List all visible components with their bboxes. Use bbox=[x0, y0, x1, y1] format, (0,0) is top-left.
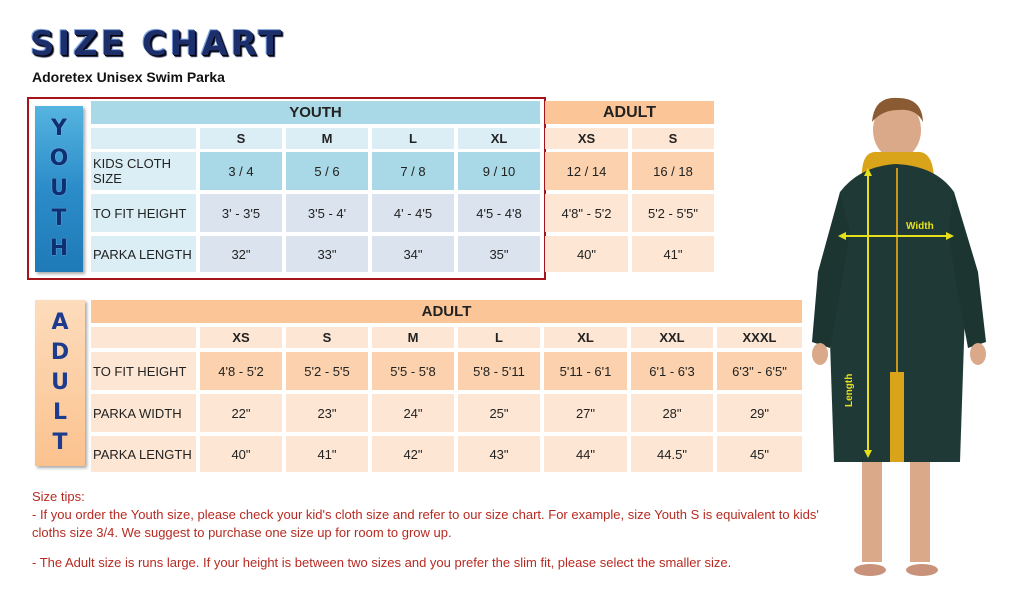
youth-cell: 3' - 3'5 bbox=[200, 194, 282, 232]
adult-row-label: PARKA LENGTH bbox=[91, 436, 196, 472]
youth-cell: 33" bbox=[286, 236, 368, 272]
youth-letter: H bbox=[49, 236, 69, 261]
page-title: SIZE CHART bbox=[30, 24, 285, 64]
adult-size-header: XL bbox=[544, 327, 627, 348]
adult-size-header: S bbox=[286, 327, 368, 348]
adult-size-corner bbox=[91, 327, 196, 348]
adult-ext-size: S bbox=[632, 128, 714, 149]
adult-ext-cell: 40" bbox=[545, 236, 628, 272]
width-measure-label: Width bbox=[906, 221, 934, 232]
adult-cell: 45" bbox=[717, 436, 802, 472]
youth-size-header: L bbox=[372, 128, 454, 149]
length-measure-label: Length bbox=[844, 373, 855, 407]
size-tips-heading: Size tips: bbox=[32, 489, 85, 504]
adult-cell: 42" bbox=[372, 436, 454, 472]
adult-letter: D bbox=[50, 340, 70, 365]
adult-letter: A bbox=[51, 310, 69, 335]
adult-ext-cell: 4'8" - 5'2 bbox=[545, 194, 628, 232]
youth-cell: 7 / 8 bbox=[372, 152, 454, 190]
adult-cell: 40" bbox=[200, 436, 282, 472]
adult-size-header: M bbox=[372, 327, 454, 348]
adult-ext-size: XS bbox=[545, 128, 628, 149]
adult-size-header: XS bbox=[200, 327, 282, 348]
parka-illustration bbox=[800, 92, 1010, 592]
youth-letter: Y bbox=[51, 116, 67, 141]
youth-row-label: KIDS CLOTH SIZE bbox=[91, 152, 196, 190]
adult-cell: 5'2 - 5'5 bbox=[286, 352, 368, 390]
youth-table-header: YOUTH bbox=[91, 101, 540, 124]
adult-cell: 25" bbox=[458, 394, 540, 432]
youth-cell: 5 / 6 bbox=[286, 152, 368, 190]
adult-letter: U bbox=[51, 370, 69, 395]
youth-cell: 3 / 4 bbox=[200, 152, 282, 190]
adult-cell: 44" bbox=[544, 436, 627, 472]
youth-letter: O bbox=[49, 146, 69, 171]
adult-cell: 5'11 - 6'1 bbox=[544, 352, 627, 390]
adult-cell: 24" bbox=[372, 394, 454, 432]
size-tips bbox=[32, 488, 822, 572]
adult-size-header: XXL bbox=[631, 327, 713, 348]
adult-cell: 27" bbox=[544, 394, 627, 432]
youth-size-header: XL bbox=[458, 128, 540, 149]
adult-letter: L bbox=[52, 400, 68, 425]
youth-row-label: PARKA LENGTH bbox=[91, 236, 196, 272]
youth-cell: 35" bbox=[458, 236, 540, 272]
adult-side-label bbox=[35, 300, 85, 466]
adult-cell: 4'8 - 5'2 bbox=[200, 352, 282, 390]
youth-cell: 9 / 10 bbox=[458, 152, 540, 190]
youth-letter: U bbox=[50, 176, 68, 201]
adult-cell: 41" bbox=[286, 436, 368, 472]
youth-cell: 34" bbox=[372, 236, 454, 272]
youth-size-header: S bbox=[200, 128, 282, 149]
adult-cell: 23" bbox=[286, 394, 368, 432]
adult-ext-cell: 12 / 14 bbox=[545, 152, 628, 190]
adult-letter: T bbox=[52, 430, 68, 455]
adult-cell: 44.5" bbox=[631, 436, 713, 472]
youth-cell: 3'5 - 4' bbox=[286, 194, 368, 232]
model-parka-figure bbox=[800, 92, 1010, 592]
youth-row-label: TO FIT HEIGHT bbox=[91, 194, 196, 232]
adult-ext-header: ADULT bbox=[545, 101, 714, 124]
adult-cell: 5'8 - 5'11 bbox=[458, 352, 540, 390]
adult-size-header: XXXL bbox=[717, 327, 802, 348]
adult-cell: 29" bbox=[717, 394, 802, 432]
adult-ext-cell: 41" bbox=[632, 236, 714, 272]
youth-size-header: M bbox=[286, 128, 368, 149]
adult-ext-cell: 16 / 18 bbox=[632, 152, 714, 190]
youth-table-frame bbox=[27, 97, 546, 280]
product-subtitle: Adoretex Unisex Swim Parka bbox=[32, 69, 225, 85]
adult-size-header: L bbox=[458, 327, 540, 348]
adult-cell: 28" bbox=[631, 394, 713, 432]
adult-row-label: PARKA WIDTH bbox=[91, 394, 196, 432]
size-tip-youth: - If you order the Youth size, please check your kid's cloth size and refer to our size chart. For example, size Youth S is equivalent to kids' cloths size 3/4. We suggest to purchase one size up for room to grow up. bbox=[32, 507, 819, 540]
youth-letter: T bbox=[51, 206, 67, 231]
adult-row-label: TO FIT HEIGHT bbox=[91, 352, 196, 390]
adult-cell: 6'1 - 6'3 bbox=[631, 352, 713, 390]
youth-cell: 4'5 - 4'8 bbox=[458, 194, 540, 232]
adult-cell: 5'5 - 5'8 bbox=[372, 352, 454, 390]
adult-cell: 22" bbox=[200, 394, 282, 432]
youth-cell: 4' - 4'5 bbox=[372, 194, 454, 232]
adult-cell: 6'3" - 6'5" bbox=[717, 352, 802, 390]
adult-table-header: ADULT bbox=[91, 300, 802, 323]
size-tip-adult: - The Adult size is runs large. If your height is between two sizes and you prefer the slim fit, please select the smaller size. bbox=[32, 555, 732, 570]
adult-cell: 43" bbox=[458, 436, 540, 472]
adult-ext-cell: 5'2 - 5'5" bbox=[632, 194, 714, 232]
youth-cell: 32" bbox=[200, 236, 282, 272]
